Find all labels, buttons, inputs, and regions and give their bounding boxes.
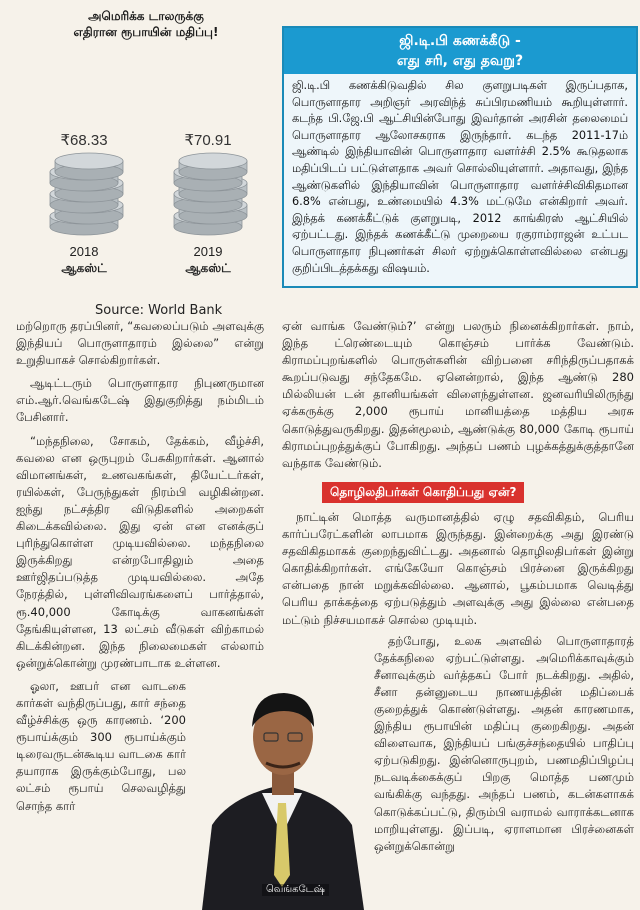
chart-source: Source: World Bank	[95, 303, 223, 318]
chart-title	[22, 8, 270, 40]
coin-stack-bar	[50, 153, 123, 235]
paragraph: ஏன் வாங்க வேண்டும்?’ என்று பலரும் நினைக்கிறார்கள். நாம், இந்த ட்ரெண்டையும் கொஞ்சம் பார்க்க வேண்டும். கிராமப்புறங்களில் பொருள்களின் விற்பனை சரிந்திருப்பதாகக் கூறப்படுவது சந்தேகமே. ஏனென்றால், இந்த ஆண்டு 280 மில்லியன் டன் தானியங்கள் விளைந்துள்ளன. ஜனவரியிலிருந்து ஏக்கருக்கு 2,000 ரூபாய் மானியத்தை மத்திய அரசு கொடுத்துவருகிறது. இதன்மூலம், ஆண்டுக்கு 80,000 கோடி ரூபாய் கிராமப்புறத்துக்குப் போகிறது. அந்தப் பணம் புழக்கத்துக்குத்தானே வந்தாக வேண்டும்.	[282, 319, 634, 470]
gdp-title-line1: ஜி.டி.பி கணக்கீடு -	[399, 33, 521, 49]
coin-stack-chart	[22, 40, 270, 280]
paragraph: ஓலா, ஊபர் என வாடகை கார்கள் வந்திருப்பது, கார் சந்தை வீழ்ச்சிக்கு ஒரு காரணம். ‘200 ரூபாய்க்கும் 300 ரூபாய்க்கும் டிரைவருடன்கூடிய வாடகை கார் தயாராக இருக்கும்போது, பல லட்சம் ரூபாய் செலவழித்து சொந்த கார்	[16, 678, 186, 813]
month-label: ஆகஸ்ட்	[61, 261, 107, 275]
portrait-photo	[192, 675, 372, 910]
month-label: ஆகஸ்ட்	[185, 261, 231, 275]
year-label: 2019	[193, 244, 223, 259]
paragraph: “மந்தநிலை, சோகம், தேக்கம், வீழ்ச்சி, கவலை என ஒருபுறம் பேசுகிறார்கள். ஆனால் விமானங்கள், உணவகங்கள், தியேட்டர்கள், ரயில்கள், பேருந்துகள் நிரம்பி வழிகின்றன. ஐந்து நட்சத்திர விடுதிகளில் அறைகள் கிடைக்கவில்லை. இது ஏன் என எனக்குப் புரிந்துகொள்ள முடியவில்லை. மந்தநிலை இருக்கிறது என்றபோதிலும் அதை ஊர்ஜிதப்படுத்த முடியவில்லை. அதே நேரத்தில், புள்ளிவிவரங்களைப் பார்த்தால், ரூ.40,000 கோடிக்கு வாகனங்கள் தேங்கியுள்ளன, 13 லட்சம் வீடுகள் விற்காமல் கிடக்கின்றன. இந்த நிலைமைகள் எல்லாம் ஒன்றுக்கொன்று முரண்பாடாக உள்ளன.	[16, 433, 264, 670]
value-label: ₹70.91	[184, 132, 232, 149]
gdp-box-body: ஜி.டி.பி கணக்கிடுவதில் சில குளறுபடிகள் இருப்பதாக, பொருளாதார அறிஞர் அரவிந்த் சுப்பிரமணியம் கூறியுள்ளார். கடந்த பி.ஜே.பி ஆட்சியின்போது இவர்தான் அரசின் தலைமைப் பொருளாதார ஆலோசகராக இருந்தார். கடந்த 2011-17ம் ஆண்டில் இந்தியாவின் பொருளாதார வளர்ச்சி 2.5% கூடுதலாக மதிப்பிடப் பட்டுள்ளதாக அவர் சொல்லியுள்ளார். அதாவது, இந்த ஆண்டுகளில் இந்தியாவின் பொருளாதார வளர்ச்சிவிகிதமான 6.8% என்பது, உண்மையில் 4.3% மட்டுமே என்கிறார் அவர். இந்தக் கணக்கீட்டுக் குளறுபடி, 2012 காங்கிரஸ் ஆட்சியில் ஏற்பட்டது. இந்தக் கணக்கீட்டு முறையை ரகுராம்ராஜன் உட்பட பொருளாதார நிபுணர்கள் சிலர் ஏற்றுக்கொள்ளவில்லை என்பது குறிப்பிடத்தக்கது விஷயம்.	[292, 79, 628, 275]
value-label: ₹68.33	[60, 132, 108, 149]
chart-title-line2: எதிரான ரூபாயின் மதிப்பு!	[73, 25, 219, 39]
chart-title-line1: அமெரிக்க டாலருக்கு	[88, 9, 204, 23]
paragraph: ஆடிட்டரும் பொருளாதார நிபுணருமான எம்.ஆர்.வெங்கடேஷ் இதுகுறித்து நம்மிடம் பேசினார்.	[16, 376, 264, 425]
gdp-box-title	[284, 28, 636, 74]
paragraph: மற்றொரு தரப்பினர், “கவலைப்படும் அளவுக்கு இந்தியப் பொருளாதாரம் இல்லை” என்று உறுதியாகச் சொல்கிறார்கள்.	[16, 319, 264, 368]
photo-caption: வெங்கடேஷ்	[262, 884, 329, 896]
year-label: 2018	[69, 244, 99, 259]
section-subheading: தொழிலதிபர்கள் கொதிப்பது ஏன்?	[322, 482, 524, 503]
gdp-title-line2: எது சரி, எது தவறு?	[396, 53, 524, 69]
paragraph: தற்போது, உலக அளவில் பொருளாதாரத் தேக்கநிலை ஏற்பட்டுள்ளது. அமெரிக்காவுக்கும் சீனாவுக்கும் வர்த்தகப் போர் நடக்கிறது. அதில், சீனா தன்னுடைய நாணயத்தின் மதிப்பைக் குறைத்துக் கொண்டுள்ளது. அதன் காரணமாக, இந்திய ரூபாயின் மதிப்பு குறைகிறது. அதன் விளைவாக, இந்தியப் பங்குச்சந்தையில் பாதிப்பு ஏற்படுகிறது. இன்னொருபுறம், பணமதிப்பிழப்பு நடவடிக்கைக்குப் பிறகு மொத்த பணமும் வங்கிக்கு வந்தது. அந்தப் பணம், கடன்களாகக் கொடுக்கப்பட்டு, திரும்பி வராமல் வாராக்கடனாக மாறியுள்ளது. இப்படி, ஏராளமான பிரச்னைகள் ஒன்றுக்கொன்று	[374, 633, 634, 853]
gdp-sidebar-box	[282, 26, 638, 288]
paragraph: நாட்டின் மொத்த வருமானத்தில் ஏழு சதவிகிதம், பெரிய கார்ப்பரேட்களின் லாபமாக இருந்தது. இன்றைக்கு அது இரண்டு சதவிகிதமாகக் குறைந்துவிட்டது. அதனால் தொழிலதிபர்கள் இன்று கொதிக்கிறார்கள். எங்கேயோ கொஞ்சம் பிரச்னை இருக்கிறது என்பதை நான் மறுக்கவில்லை. ஆனால், பூகம்பமாக வெடித்து பெரிய தாக்கத்தை ஏற்படுத்தும் அளவுக்கு அது இல்லை என்பதை மட்டும் நிச்சயமாகச் சொல்ல முடியும்.	[282, 509, 634, 627]
rupee-value-chart	[22, 8, 270, 308]
coin-stack-bar	[174, 153, 247, 235]
